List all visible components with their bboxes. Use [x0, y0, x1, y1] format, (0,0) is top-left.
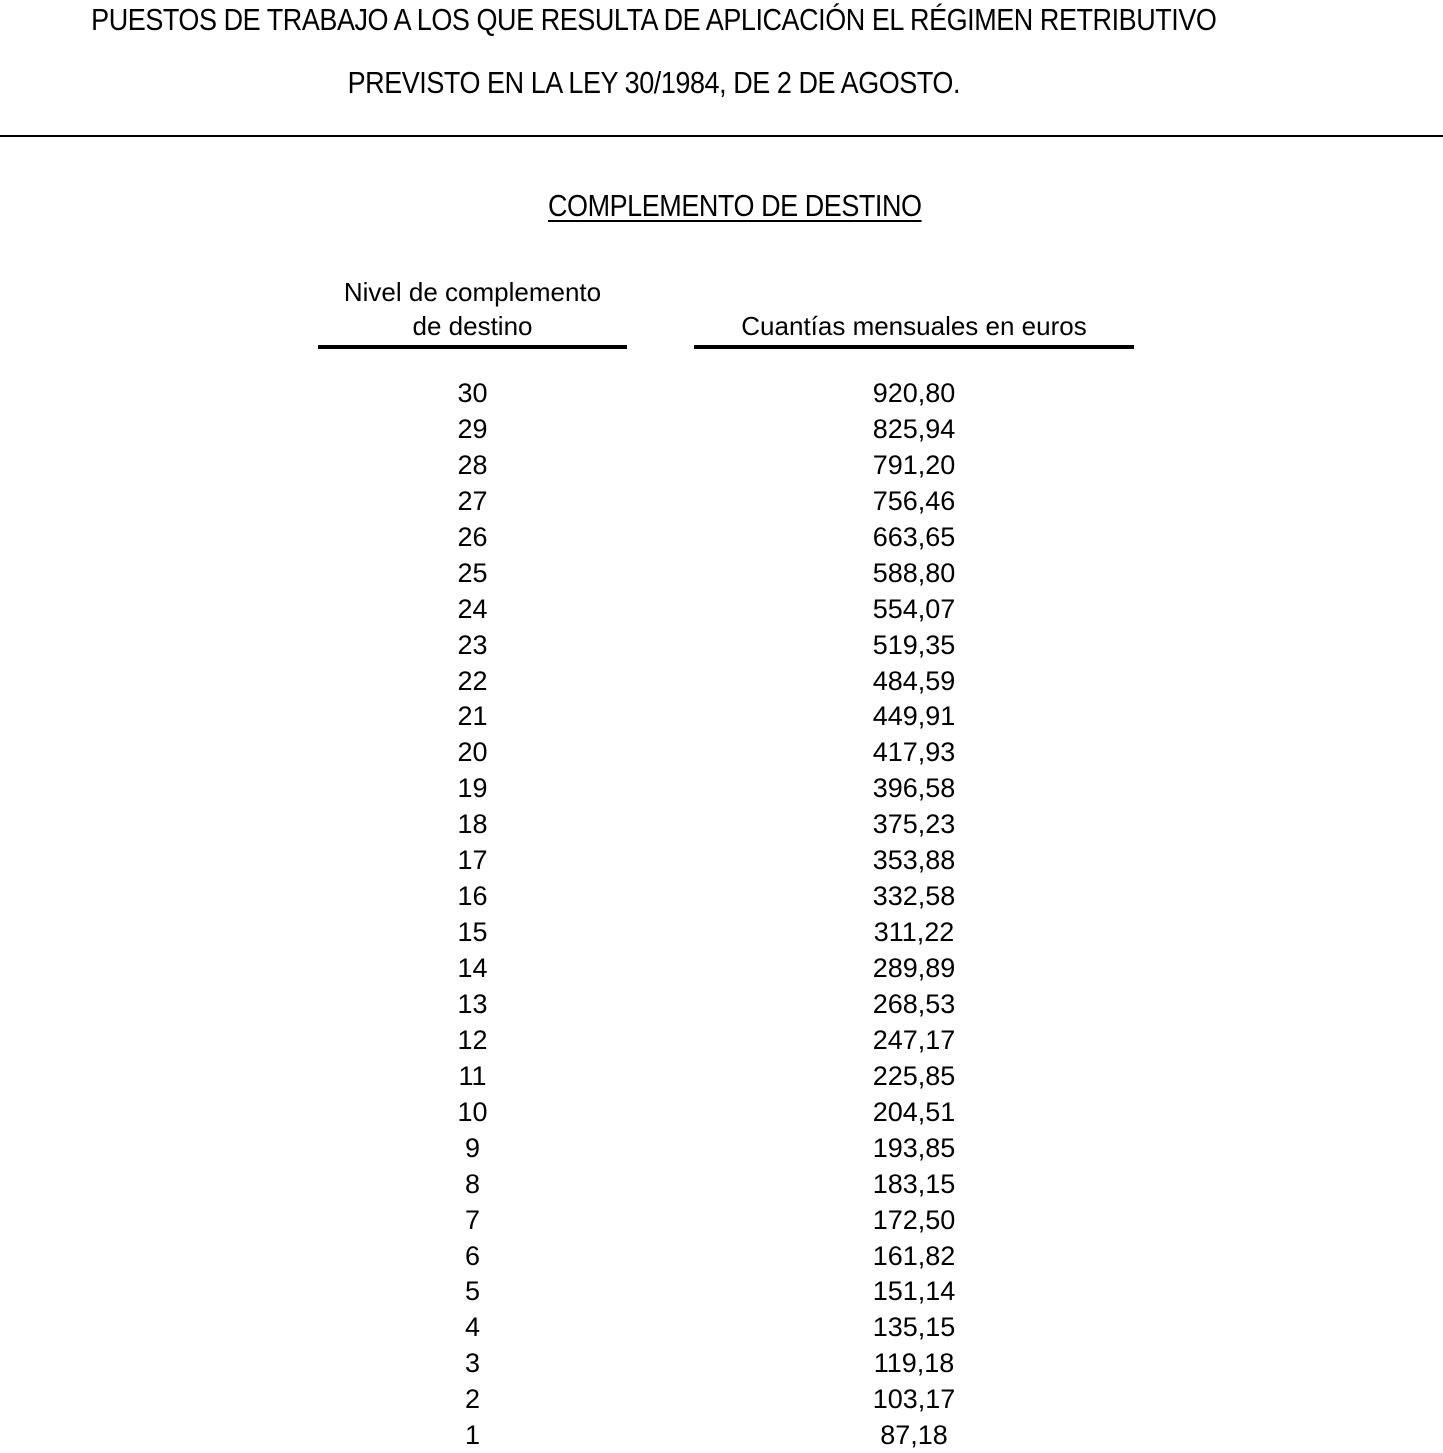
table-row — [0, 1166, 1443, 1202]
amount-cell: 289,89 — [872, 953, 956, 983]
column-header-amount-underline — [694, 345, 1134, 349]
amount-cell: 87,18 — [880, 1420, 948, 1451]
table-row — [0, 447, 1443, 483]
level-cell: 9 — [464, 1132, 481, 1163]
level-cell: 28 — [457, 449, 488, 480]
amount-cell: 311,22 — [873, 917, 955, 948]
level-cell: 2 — [464, 1384, 481, 1415]
table-row — [0, 806, 1443, 842]
table-row — [0, 375, 1443, 411]
document-title-line-2: PREVISTO EN LA LEY 30/1984, DE 2 DE AGOSTO. — [347, 65, 961, 100]
table-row — [0, 1022, 1443, 1058]
level-cell: 25 — [457, 557, 488, 588]
amount-cell: 449,91 — [872, 701, 956, 732]
amount-cell: 268,53 — [872, 988, 956, 1019]
level-cell: 16 — [457, 881, 488, 912]
amount-cell: 204,51 — [872, 1096, 956, 1127]
level-cell: 30 — [457, 378, 488, 408]
level-cell: 7 — [464, 1204, 481, 1235]
table-row — [0, 519, 1443, 555]
table-row — [0, 483, 1443, 519]
level-cell: 26 — [457, 521, 488, 552]
amount-cell: 353,88 — [872, 845, 956, 876]
level-cell: 29 — [457, 413, 488, 444]
level-cell: 3 — [464, 1348, 481, 1379]
level-cell: 12 — [457, 1024, 488, 1055]
section-title — [548, 188, 959, 224]
amount-cell: 588,80 — [872, 557, 956, 588]
amount-cell: 193,85 — [872, 1132, 956, 1163]
amount-cell: 417,93 — [872, 737, 956, 768]
level-cell: 5 — [464, 1276, 481, 1307]
table-row — [0, 591, 1443, 627]
amount-cell: 183,15 — [872, 1168, 956, 1199]
level-cell: 27 — [457, 485, 488, 516]
level-cell: 23 — [457, 629, 488, 660]
amount-cell: 519,35 — [872, 629, 956, 660]
title-divider — [0, 135, 1443, 137]
level-cell: 6 — [464, 1240, 481, 1271]
level-cell: 13 — [457, 988, 488, 1019]
level-cell: 20 — [457, 737, 488, 768]
table-row — [0, 1130, 1443, 1166]
level-cell: 1 — [464, 1420, 481, 1451]
section-title-text: COMPLEMENTO DE DESTINO — [548, 188, 922, 223]
level-cell: 8 — [464, 1168, 481, 1199]
amount-cell: 663,65 — [872, 521, 956, 552]
amount-cell: 554,07 — [872, 593, 956, 624]
level-cell: 18 — [457, 809, 488, 840]
table-row — [0, 986, 1443, 1022]
table-row — [0, 734, 1443, 770]
amount-cell: 119,18 — [873, 1348, 955, 1379]
table-row — [0, 1273, 1443, 1309]
level-cell: 19 — [457, 773, 488, 804]
table-row — [0, 950, 1443, 986]
column-header-level-underline — [318, 345, 627, 349]
amount-cell: 135,15 — [872, 1312, 956, 1343]
table-row — [0, 842, 1443, 878]
column-header-level-line1: Nivel de complemento — [343, 277, 602, 307]
level-cell: 11 — [458, 1060, 487, 1091]
table-row — [0, 1094, 1443, 1130]
table-row — [0, 1202, 1443, 1238]
amount-cell: 161,82 — [872, 1240, 956, 1271]
amount-cell: 225,85 — [872, 1060, 956, 1091]
level-cell: 22 — [457, 665, 488, 696]
level-cell: 24 — [457, 593, 488, 624]
amount-cell: 172,50 — [872, 1204, 956, 1235]
column-header-level-line2: de destino — [412, 311, 533, 341]
column-header-level — [318, 275, 627, 343]
amount-cell: 332,58 — [872, 881, 956, 912]
amount-cell: 825,94 — [872, 413, 956, 444]
destination-complement-table — [0, 375, 1443, 1453]
level-cell: 21 — [457, 701, 488, 732]
table-row — [0, 1381, 1443, 1417]
table-row — [0, 555, 1443, 591]
amount-cell: 920,80 — [872, 378, 956, 408]
table-row — [0, 1417, 1443, 1453]
table-row — [0, 663, 1443, 699]
level-cell: 17 — [457, 845, 488, 876]
amount-cell: 756,46 — [872, 485, 956, 516]
table-row — [0, 1345, 1443, 1381]
table-row — [0, 1238, 1443, 1274]
table-row — [0, 1309, 1443, 1345]
document-title-line-1: PUESTOS DE TRABAJO A LOS QUE RESULTA DE APLICACIÓN EL RÉGIMEN RETRIBUTIVO — [91, 2, 1217, 37]
level-cell: 14 — [457, 953, 488, 983]
table-row — [0, 770, 1443, 806]
amount-cell: 396,58 — [872, 773, 956, 804]
table-row — [0, 878, 1443, 914]
table-row — [0, 411, 1443, 447]
level-cell: 10 — [457, 1096, 488, 1127]
amount-cell: 484,59 — [872, 665, 956, 696]
column-header-amount: Cuantías mensuales en euros — [741, 311, 1087, 341]
table-row — [0, 1058, 1443, 1094]
amount-cell: 151,14 — [872, 1276, 956, 1307]
table-row — [0, 627, 1443, 663]
amount-cell: 247,17 — [872, 1024, 956, 1055]
table-row — [0, 698, 1443, 734]
amount-cell: 791,20 — [872, 449, 956, 480]
table-row — [0, 914, 1443, 950]
amount-cell: 103,17 — [872, 1384, 956, 1415]
amount-cell: 375,23 — [872, 809, 956, 840]
level-cell: 4 — [464, 1312, 481, 1343]
level-cell: 15 — [457, 917, 488, 948]
